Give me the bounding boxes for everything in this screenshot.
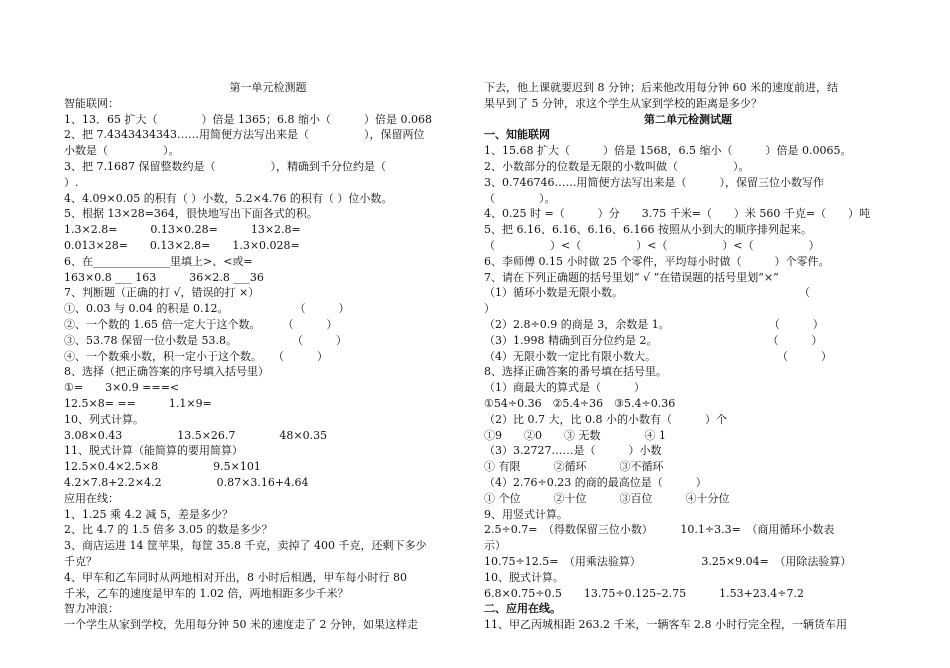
question-line: 163×0.8 ___ 163 36×2.8 ___36	[64, 270, 264, 284]
question-line: 示）	[484, 539, 506, 553]
question-line: 10、列式计算。	[64, 412, 144, 426]
question-line: 10.75÷12.5= （用乘法验算） 3.25×9.04= （用除法验算）	[484, 554, 852, 568]
left-column	[64, 80, 472, 633]
question-line: （4）2.76÷0.23 的商的最高位是（ ）	[484, 475, 707, 489]
question-line: ）	[484, 302, 495, 316]
question-line: 2.5÷0.7= （得数保留三位小数） 10.1÷3.3= （商用循环小数表	[484, 523, 835, 537]
section-heading: 应用在线：	[64, 491, 119, 505]
question-line: （2）比 0.7 大，比 0.8 小的小数有（ ）个	[484, 412, 727, 426]
question-line: 9、用竖式计算。	[484, 507, 568, 521]
question-line: 一个学生从家到学校，先用每分钟 50 米的速度走了 2 分钟，如果这样走	[64, 618, 418, 632]
question-line: 7、判断题（正确的打 √，错误的打 ×）	[64, 286, 260, 300]
question-line: 2、把 7.4343434343……用简便方法写出来是（ ），保留两位	[64, 128, 425, 142]
question-line: 8、选择正确答案的番号填在括号里。	[484, 365, 667, 379]
question-line: 4.2×7.8+2.2×4.2 0.87×3.16+4.64	[64, 475, 309, 489]
question-line: 千米，乙车的速度是甲车的 1.02 倍，两地相距多少千米？	[64, 586, 349, 600]
question-line: 1、13．65 扩大（ ）倍是 1365；6.8 缩小（ ）倍是 0.068	[64, 112, 432, 126]
question-line: 小数是（ ）。	[64, 144, 180, 158]
section-heading: 智能联网：	[64, 96, 119, 110]
section-heading: 智力冲浪：	[64, 602, 119, 616]
question-line: 4、4.09×0.05 的积有（ ）小数，5.2×4.76 的积有（ ）位小数。	[64, 191, 393, 205]
question-line: 10、脱式计算。	[484, 570, 564, 584]
question-line: ①、0.03 与 0.04 的积是 0.12。 （ ）	[64, 302, 350, 316]
question-line: 8、选择（把正确答案的序号填入括号里）	[64, 365, 269, 379]
question-line: 12.5×0.4×2.5×8 9.5×101	[64, 460, 261, 474]
question-line: ）.	[64, 175, 79, 189]
question-line: （4）无限小数一定比有限小数大。 （ ）	[484, 349, 832, 363]
question-line: 6.8×0.75÷0.5 13.75÷0.125–2.75 1.53+23.4÷7.2	[484, 586, 805, 600]
question-line: ③、53.78 保留一位小数是 53.8。 （ ）	[64, 333, 347, 347]
question-line: 2、比 4.7 的 1.5 倍多 3.05 的数是多少？	[64, 523, 273, 537]
question-line: ②、一个数的 1.65 倍一定大于这个数。 （ ）	[64, 317, 338, 331]
question-line: 11、甲乙丙城相距 263.2 千米，一辆客车 2.8 小时行完全程，一辆货车用	[484, 618, 847, 632]
question-line: 6、李师傅 0.15 小时做 25 个零件，平均每小时做（ ）个零件。	[484, 254, 830, 268]
question-line: ① 个位 ②十位 ③百位 ④十分位	[484, 491, 730, 505]
question-line: 3、0.746746……用简便方法写出来是（ ），保留三位小数写作	[484, 175, 824, 189]
question-line: 6、在______________里填上>、<或=	[64, 254, 253, 268]
question-line: ① 有限 ②循环 ③不循环	[484, 460, 664, 474]
question-line: 1.3×2.8= 0.13×0.28= 13×2.8=	[64, 223, 301, 237]
question-line: （2）2.8÷0.9 的商是 3，余数是 1。 （ ）	[484, 317, 824, 331]
question-line: （3）1.998 精确到百分位约是 2。 （ ）	[484, 333, 823, 347]
question-line: （1）商最大的算式是（ ）	[484, 381, 645, 395]
question-line: 1、15.68 扩大（ ）倍是 1568，6.5 缩小（ ）倍是 0.0065。	[484, 144, 852, 158]
question-line: 果早到了 5 分钟，求这个学生从家到学校的距离是多少？	[484, 96, 762, 110]
question-line: ①54÷0.36 ②5.4÷36 ③5.4÷0.36	[484, 396, 676, 410]
question-line: （ ）<（ ）<（ ）<（ ）	[484, 238, 820, 252]
question-line: 千克？	[64, 554, 97, 568]
question-line: 4、甲车和乙车同时从两地相对开出，8 小时后相遇，甲车每小时行 80	[64, 570, 407, 584]
question-line: 下去，他上课就要迟到 8 分钟；后来他改用每分钟 60 米的速度前进，结	[484, 81, 838, 94]
question-line: ①9 ②0 ③ 无数 ④ 1	[484, 428, 666, 442]
section-heading: 一、知能联网	[484, 128, 550, 142]
question-line: 4、0.25 时 =（ ）分 3.75 千米=（ ）米 560 千克=（ ）吨	[484, 207, 871, 221]
question-line: 1、1.25 乘 4.2 减 5，差是多少？	[64, 507, 233, 521]
question-line: 3、把 7.1687 保留整数约是（ ），精确到千分位约是（	[64, 159, 386, 173]
question-line: （1）循环小数是无限小数。 （	[484, 286, 810, 300]
question-line: ④、一个数乘小数，积一定小于这个数。 （ ）	[64, 349, 328, 363]
question-line: 5、根据 13×28=364，很快地写出下面各式的积。	[64, 207, 318, 221]
question-line: 7、请在下列正确题的括号里划“ √ ”在错误题的括号里划“×”	[484, 270, 779, 284]
question-line: 12.5×8= == 1.1×9=	[64, 396, 212, 410]
unit-two-title: 第二单元检测试题	[644, 112, 732, 126]
question-line: 11、脱式计算（能简算的要用简算）	[64, 444, 243, 458]
question-line: 0.013×28= 0.13×2.8= 1.3×0.028=	[64, 238, 300, 252]
section-heading: 二、应用在线。	[484, 602, 561, 616]
question-line: 3、商店运进 14 筐苹果，每筐 35.8 千克，卖掉了 400 千克，还剩下多少	[64, 539, 427, 553]
question-line: （ ）。	[484, 191, 556, 205]
question-line: （3）3.2727……是（ ）小数	[484, 444, 662, 458]
unit-one-title: 第一单元检测题	[229, 81, 307, 94]
question-line: ①= 3×0.9 ===<	[64, 381, 180, 395]
question-line: 3.08×0.43 13.5×26.7 48×0.35	[64, 428, 328, 442]
question-line: 5、把 6.16、6.16、6.16、6.166 按照从小到大的顺序排列起来。	[484, 223, 812, 237]
question-line: 2、小数部分的位数是无限的小数叫做（ ）。	[484, 159, 750, 173]
right-column	[484, 80, 892, 633]
